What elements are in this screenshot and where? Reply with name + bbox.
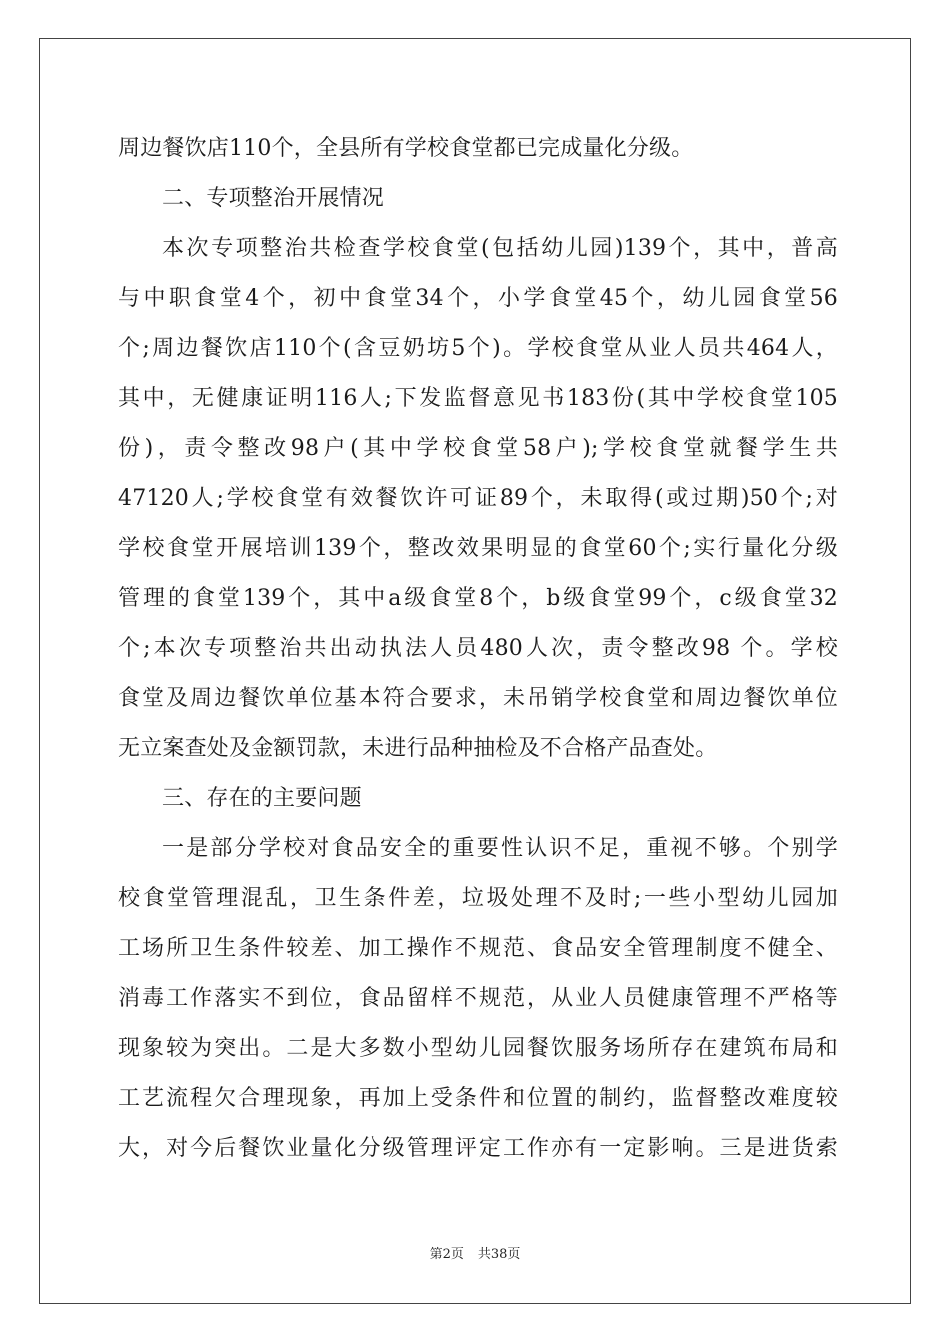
text-line: 份)，责令整改98户(其中学校食堂58户);学校食堂就餐学生共 [118,436,838,461]
text-line: 工艺流程欠合理现象，再加上受条件和位置的制约，监督整改难度较 [118,1086,838,1111]
text-line: 周边餐饮店110个，全县所有学校食堂都已完成量化分级。 [118,136,694,161]
text-line: 大，对今后餐饮业量化分级管理评定工作亦有一定影响。三是进货索 [118,1136,838,1161]
text-line: 消毒工作落实不到位，食品留样不规范，从业人员健康管理不严格等 [118,986,838,1011]
page-footer [0,1243,950,1262]
text-line: 其中，无健康证明116人;下发监督意见书183份(其中学校食堂105 [118,386,838,411]
text-line: 管理的食堂139个，其中a级食堂8个，b级食堂99个，c级食堂32 [118,586,838,611]
text-line: 食堂及周边餐饮单位基本符合要求，未吊销学校食堂和周边餐饮单位 [118,686,838,711]
section-heading: 二、专项整治开展情况 [162,186,385,211]
text-line: 一是部分学校对食品安全的重要性认识不足，重视不够。个别学 [162,836,838,861]
page-total: 共38页 [477,1247,521,1262]
text-line: 个;周边餐饮店110个(含豆奶坊5个)。学校食堂从业人员共464人， [118,336,838,361]
text-line: 无立案查处及金额罚款，未进行品种抽检及不合格产品查处。 [118,736,718,761]
text-line: 校食堂管理混乱，卫生条件差，垃圾处理不及时;一些小型幼儿园加 [118,886,838,911]
section-heading: 三、存在的主要问题 [162,786,362,811]
text-line: 学校食堂开展培训139个，整改效果明显的食堂60个;实行量化分级 [118,536,838,561]
text-line: 工场所卫生条件较差、加工操作不规范、食品安全管理制度不健全、 [118,936,838,961]
document-body [118,124,838,1174]
text-line: 本次专项整治共检查学校食堂(包括幼儿园)139个，其中，普高 [162,236,838,261]
text-line: 47120人;学校食堂有效餐饮许可证89个，未取得(或过期)50个;对 [118,486,838,511]
page-number: 第2页 [429,1247,464,1262]
text-line: 与中职食堂4个，初中食堂34个，小学食堂45个，幼儿园食堂56 [118,286,838,311]
text-line: 现象较为突出。二是大多数小型幼儿园餐饮服务场所存在建筑布局和 [118,1036,838,1061]
text-line: 个;本次专项整治共出动执法人员480人次，责令整改98 个。学校 [118,636,838,661]
